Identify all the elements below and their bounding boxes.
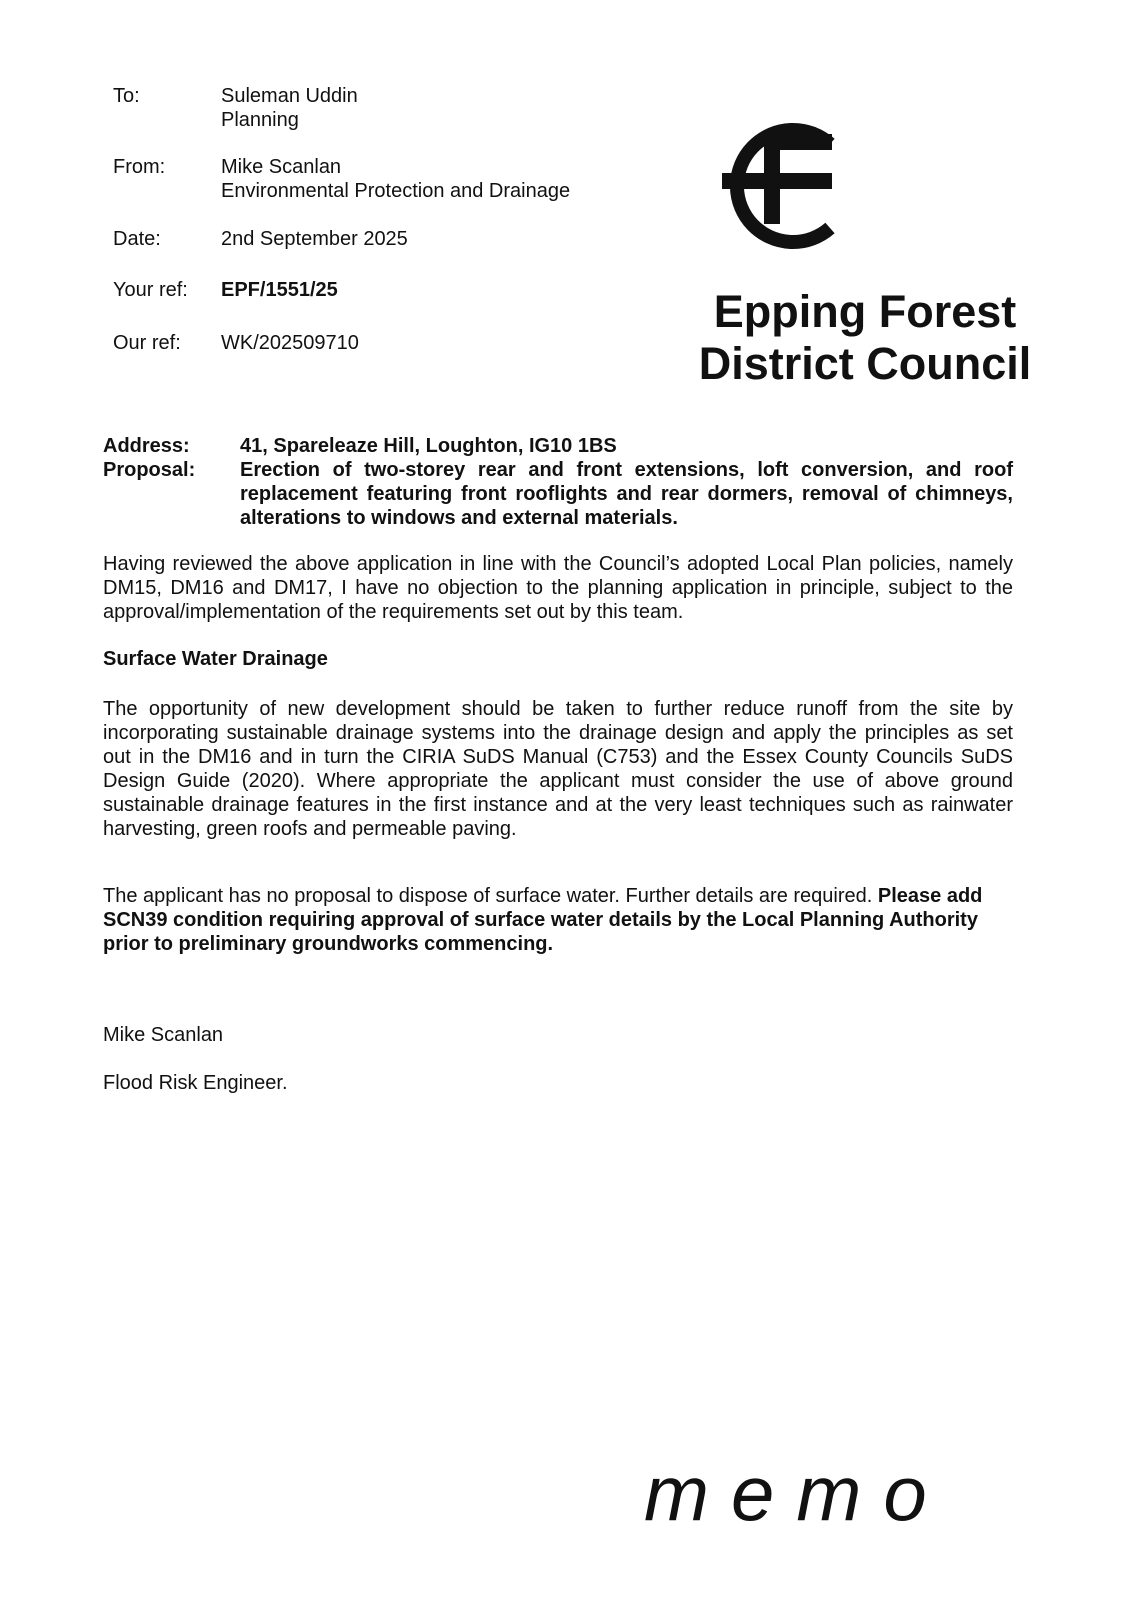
council-name-line2: District Council <box>698 338 1032 389</box>
to-label: To: <box>113 85 140 107</box>
our-ref-value: WK/202509710 <box>221 332 359 354</box>
from-label: From: <box>113 156 166 178</box>
signatory-title: Flood Risk Engineer. <box>103 1072 288 1094</box>
intro-paragraph: Having reviewed the above application in line with the Council’s adopted Local Plan policies, namely DM15, DM16 and DM17, I have no objection to the planning application in principle, subject to the approval/implementation of the requirements set out by this team. <box>103 553 1013 623</box>
your-ref-value: EPF/1551/25 <box>221 279 338 301</box>
memo-label: memo <box>644 1449 949 1537</box>
proposal-label: Proposal: <box>103 459 196 481</box>
epping-forest-logo-icon <box>716 118 836 254</box>
proposal-value: Erection of two-storey rear and front extensions, loft conversion, and roof replacement featuring front rooflights and rear dormers, removal of chimneys, alterations to windows and external materials. <box>240 459 1013 529</box>
to-dept: Planning <box>221 109 299 131</box>
date-value: 2nd September 2025 <box>221 228 408 250</box>
council-name-line1: Epping Forest <box>713 286 1017 337</box>
address-value: 41, Spareleaze Hill, Loughton, IG10 1BS <box>240 435 617 457</box>
to-name: Suleman Uddin <box>221 85 358 107</box>
signatory-name: Mike Scanlan <box>103 1024 224 1046</box>
council-name <box>690 286 1040 390</box>
condition-request-text: Please add SCN39 condition requiring approval of surface water details by the Local Planning Authority prior to preliminary groundworks commencing. <box>103 885 983 955</box>
drainage-paragraph: The opportunity of new development should be taken to further reduce runoff from the site by incorporating sustainable drainage systems into the drainage design and apply the principles as set out in the DM16 and in turn the CIRIA SuDS Manual (C753) and the Essex County Councils SuDS Design Guide (2020). Where appropriate the applicant must consider the use of above ground sustainable drainage features in the first instance and at the very least techniques such as rainwater harvesting, green roofs and permeable paving. <box>103 698 1013 840</box>
conclusion-text: The applicant has no proposal to dispose of surface water. Further details are required. <box>103 885 873 907</box>
conclusion-paragraph <box>103 884 1013 956</box>
from-dept: Environmental Protection and Drainage <box>221 180 571 202</box>
from-name: Mike Scanlan <box>221 156 342 178</box>
our-ref-label: Our ref: <box>113 332 181 354</box>
address-label: Address: <box>103 435 190 457</box>
section-heading: Surface Water Drainage <box>103 648 328 670</box>
date-label: Date: <box>113 228 161 250</box>
your-ref-label: Your ref: <box>113 279 188 301</box>
